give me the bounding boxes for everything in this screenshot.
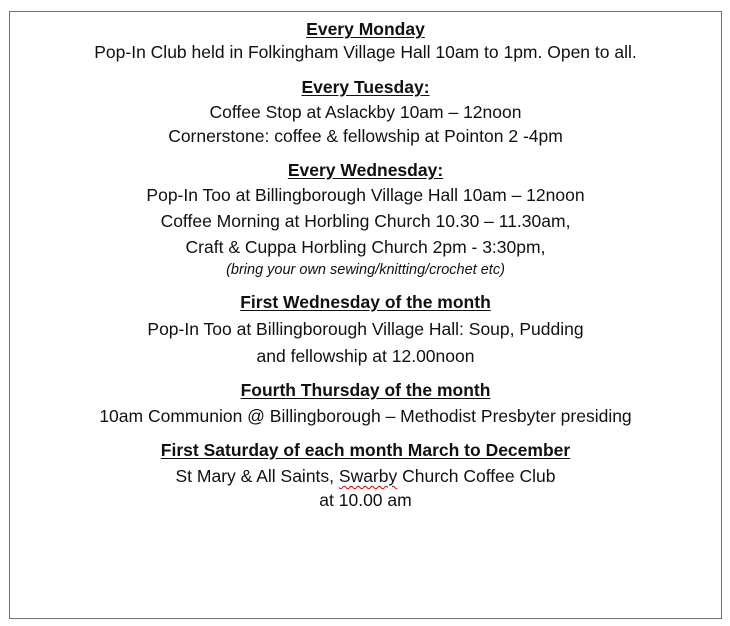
section-every-tuesday [10, 76, 721, 148]
event-note: (bring your own sewing/knitting/crochet etc) [226, 262, 505, 278]
event-line: Craft & Cuppa Horbling Church 2pm - 3:30pm, [185, 237, 546, 257]
event-line: at 10.00 am [319, 490, 412, 510]
event-line: Pop-In Too at Billingborough Village Hall: Soup, Pudding [147, 319, 584, 339]
section-every-monday [10, 12, 721, 65]
event-line [10, 464, 721, 488]
section-first-saturday [10, 439, 721, 512]
event-line-part: Church Coffee Club [397, 466, 556, 486]
spellcheck-flagged-word: Swarby [338, 466, 398, 486]
section-fourth-thursday [10, 379, 721, 428]
section-heading: First Wednesday of the month [240, 292, 491, 312]
event-line-part: St Mary & All Saints, [175, 466, 339, 486]
event-line: Coffee Morning at Horbling Church 10.30 – 11.30am, [160, 211, 571, 231]
section-heading: Fourth Thursday of the month [240, 380, 491, 400]
notice-box [9, 11, 722, 619]
section-first-wednesday [10, 291, 721, 368]
section-heading: Every Tuesday: [301, 77, 430, 97]
event-line: Cornerstone: coffee & fellowship at Pointon 2 -4pm [168, 126, 563, 146]
event-line: Pop-In Too at Billingborough Village Hall 10am – 12noon [146, 185, 585, 205]
event-line: Pop-In Club held in Folkingham Village Hall 10am to 1pm. Open to all. [94, 42, 637, 62]
section-heading: Every Monday [306, 19, 425, 39]
section-heading: Every Wednesday: [287, 160, 444, 180]
event-line: 10am Communion @ Billingborough – Methodist Presbyter presiding [99, 406, 632, 426]
section-every-wednesday [10, 159, 721, 281]
event-line: Coffee Stop at Aslackby 10am – 12noon [209, 102, 522, 122]
event-line: and fellowship at 12.00noon [256, 346, 475, 366]
section-heading: First Saturday of each month March to December [160, 440, 571, 460]
